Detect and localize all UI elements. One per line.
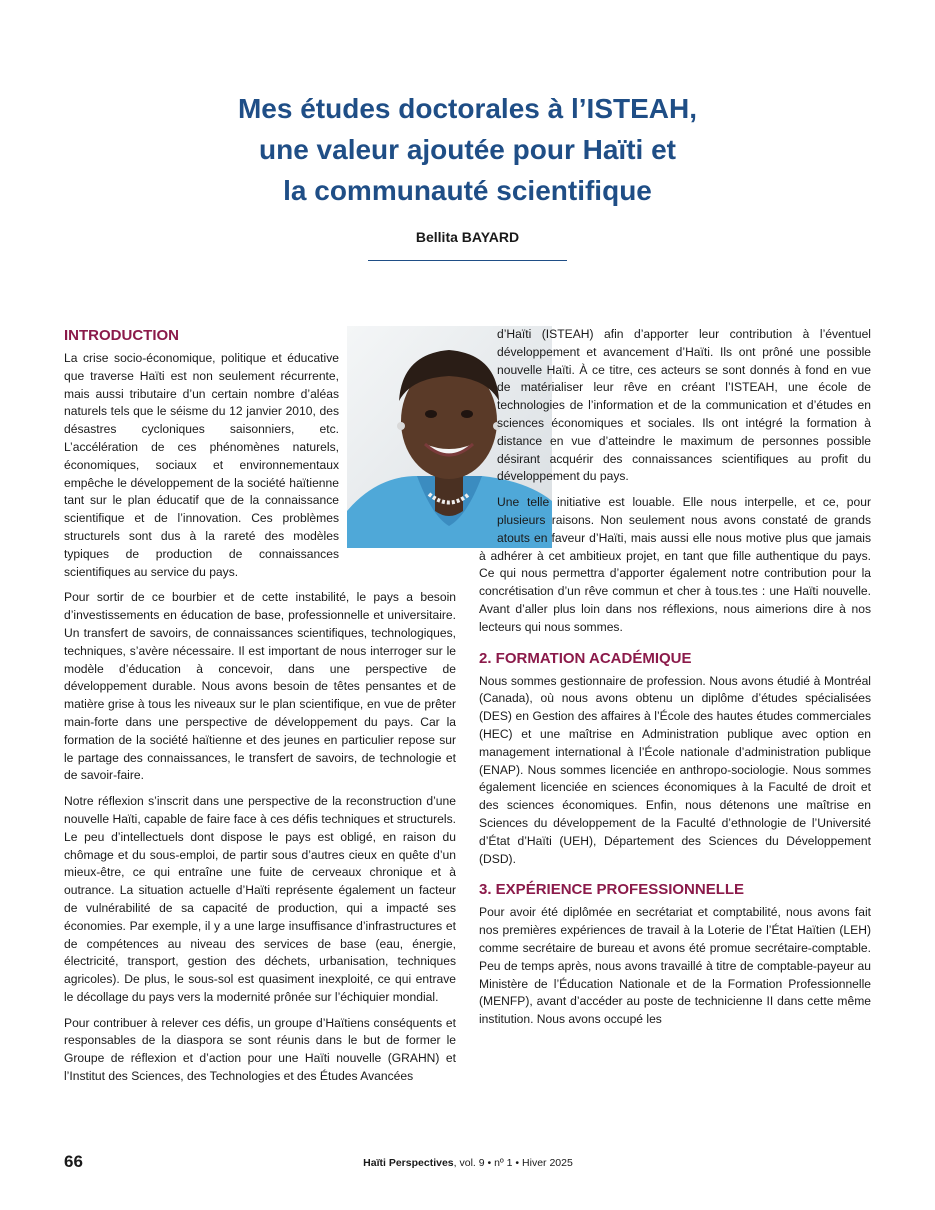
journal-name: Haïti Perspectives: [363, 1157, 454, 1169]
author-name: Bellita BAYARD: [415, 229, 520, 245]
right-column: [479, 326, 871, 1037]
intro-paragraph-4: Pour contribuer à relever ces défis, un groupe d’Haïtiens conséquents et responsables de la diaspora se sont réunis dans le but de former le Groupe de réflexion et d’action pour une Haïti nouvelle (GRAHN) et l’Institut des Sciences, des Technologies et des Études Avancées: [64, 1015, 456, 1084]
page-number: 66: [64, 1152, 83, 1171]
intro-paragraph-3: Notre réflexion s’inscrit dans une perspective de la reconstruction d’une nouvelle Haïti, capable de faire face à ces défis techniques et structurels. Le peu d’intellectuels dont dispose le pays est obligé, en raison du chômage et du sous-emploi, de partir sous d’autres cieux en quête d’un mieux-être, ce qui entraîne une fuite de cerveaux chronique et à outrance. La situation actuelle d’Haïti représente également un facteur de vulnérabilité de sa capacité de production, qui a impacté ses économies. Par exemple, il y a une large insuffisance d’infrastructures et de compétences au niveau des services de base (eau, énergie, électricité, transport, gestion des déchets, urbanisation, techniques agricoles). De plus, le sous-sol est quasiment inexploité, ce qui entrave le décollage du pays vers la modernité prônée sur l’échiquier mondial.: [64, 794, 456, 1004]
formation-paragraph: Nous sommes gestionnaire de profession. Nous avons étudié à Montréal (Canada), où nous avons obtenu un diplôme d’études spécialisées (DES) en Gestion des affaires à l’École des hautes études commerciales (HEC) et une maîtrise en Administration publique avec option en management international à l’École nationale d’administration publique (ENAP). Nous sommes licenciée en anthropo-sociologie. Nous sommes également licenciée en sciences économiques à la Faculté de droit et des sciences économiques. Enfin, nous détenons une maîtrise en Sciences du développement de la Faculté d’ethnologie de l’Université d’État d’Haïti (UEH), Département des Sciences du Développement (DSD).: [479, 673, 871, 866]
intro-paragraph-1: La crise socio-économique, politique et éducative que traverse Haïti est non seulement récurrente, mais aussi tributaire d’un certain nombre d’aléas naturels tels que le séisme du 12 janvier 2010, des désastres cycloniques saisonniers, etc. L’accélération de ces phénomènes naturels, économiques, sociaux et environnementaux empêche le développement de la société haïtienne tant sur le plan éducatif que de la connaissance scientifique et de l’innovation. Ces problèmes structurels sont dus à la rareté des modèles typiques de production de connaissances scientifiques au service du pays.: [64, 351, 339, 579]
experience-heading: 3. EXPÉRIENCE PROFESSIONNELLE: [479, 881, 745, 899]
experience-paragraph: Pour avoir été diplômée en secrétariat et comptabilité, nous avons fait nos premières expériences de travail à la Loterie de l’État Haïtien (LEH) comme secrétaire de bureau et avons été promue secrétaire-comptable. Peu de temps après, nous avons travaillé à titre de comptable-payeur au Ministère de l’Éducation Nationale et de la Formation Professionnelle (MENFP), avant d’accéder au poste de technicienne II dans cette même institution. Nous avons occupé les: [479, 905, 871, 1027]
right-paragraph-2: Une telle initiative est louable. Elle nous interpelle, et ce, pour plusieurs raisons. Non seulement nous avons constaté de grands atouts en faveur d’Haïti, mais aussi elle nous motive plus que jamais à adhérer à cet ambitieux projet, en tant que fille authentique du pays. Ce qui nous permettra d’apporter également notre contribution pour la concrétisation d’un rêve commun et cher à tous.tes : une Haïti nouvelle. Avant d’aller plus loin dans nos réflexions, nous aimerions dire à nos lecteurs qui nous sommes.: [479, 495, 871, 634]
article-title: [120, 88, 815, 211]
title-line-2: une valeur ajoutée pour Haïti et: [259, 134, 676, 165]
intro-paragraph-2: Pour sortir de ce bourbier et de cette instabilité, le pays a besoin d’investissements en éducation de base, professionnelle et universitaire. Un transfert de savoirs, de connaissances scientifiques, technologiques, techniques, s’avère nécessaire. Il est important de nous interroger sur le modèle d’éducation à concevoir, dans une perspective de développement durable. Nous avons besoin de têtes pensantes et de matière grise à tous les niveaux sur le plan scientifique, en vue de prêter main-forte dans une perspective de développement du pays. Car la formation de la société haïtienne et des jeunes en particulier repose sur le partage des connaissances, le transfert de savoirs, de technologie et de savoir-faire.: [64, 590, 456, 783]
title-line-3: la communauté scientifique: [283, 175, 652, 206]
journal-issue: , vol. 9 • nº 1 • Hiver 2025: [453, 1157, 573, 1169]
right-paragraph-1: d’Haïti (ISTEAH) afin d’apporter leur contribution à l’éventuel développement et avancement d’Haïti. Ils ont prôné une possible nouvelle Haïti. À ce titre, ces acteurs se sont donnés à fond en vue de matérialiser leur rêve en créant l’ISTEAH, une école de technologies de l’information et de la communication et d’études en sciences économiques et sociales. Ils ont intégré la formation à distance en vue d’atteindre le maximum de personnes possible désirant acquérir des connaissances scientifiques au profit du développement du pays.: [497, 327, 871, 484]
formation-heading: 2. FORMATION ACADÉMIQUE: [479, 649, 692, 667]
journal-citation: [64, 1157, 872, 1169]
page-footer: [64, 1152, 872, 1176]
author-divider: [368, 260, 567, 261]
title-line-1: Mes études doctorales à l’ISTEAH,: [237, 93, 698, 124]
photo-wrap-spacer: [383, 326, 491, 536]
introduction-heading: INTRODUCTION: [64, 327, 179, 344]
